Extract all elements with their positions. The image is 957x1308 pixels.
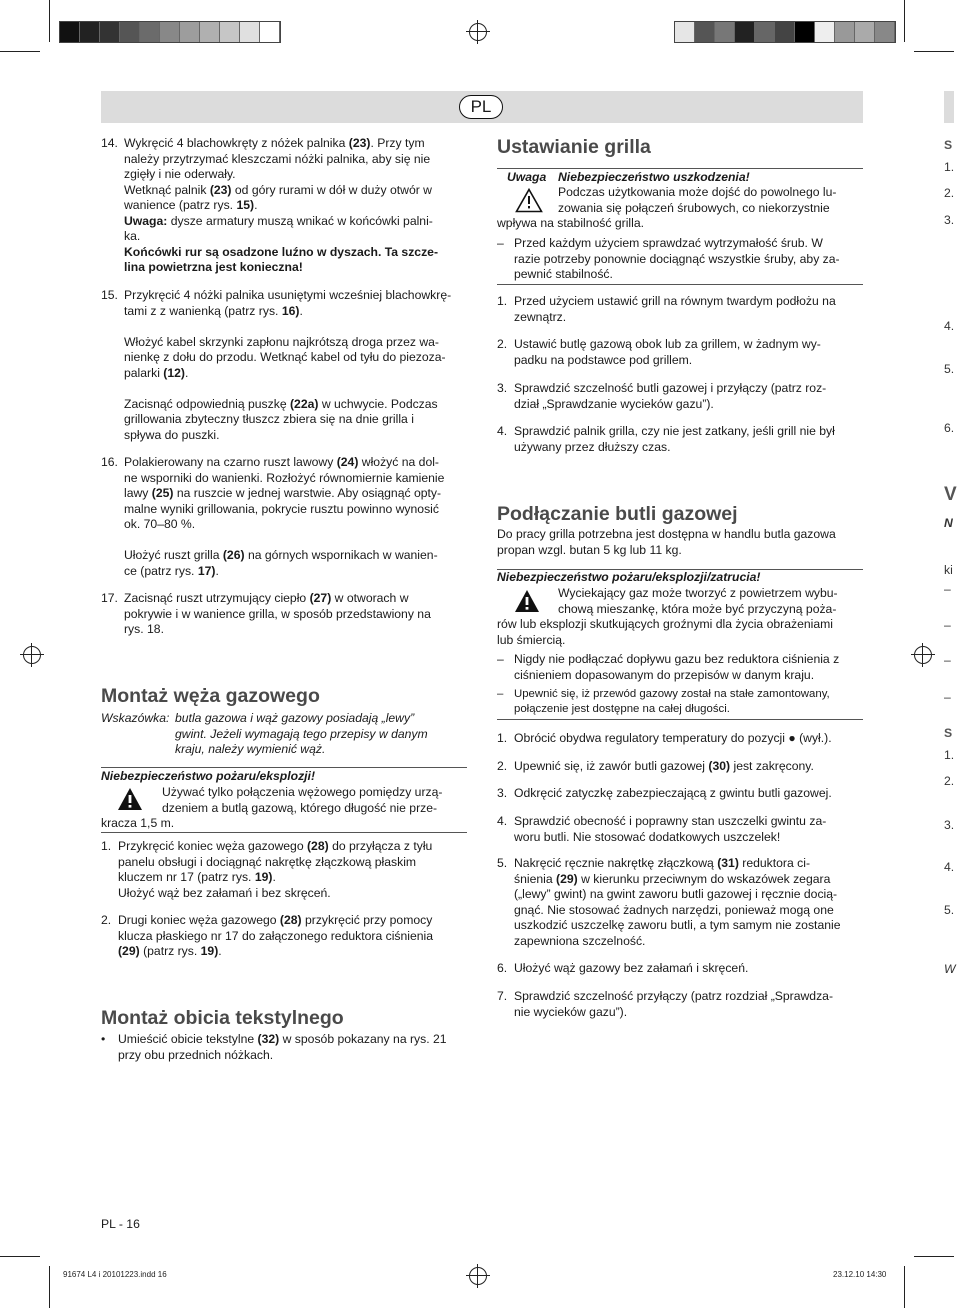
warning-text-fire: Używać tylko połączenia wężowego pomiędzy urzą- dzeniem a butlą gazową, którego długość nie prze- kracza 1,5 m. (101, 785, 443, 830)
part-reference: (32) (257, 1032, 280, 1046)
crop-mark (49, 0, 50, 42)
part-reference: 19) (200, 944, 219, 958)
part-reference: (26) (222, 548, 245, 562)
divider (497, 719, 863, 720)
part-reference: (23) (348, 136, 371, 150)
color-swatch-bar-left (59, 21, 281, 43)
part-reference: (29) (556, 871, 578, 886)
registration-mark-icon (469, 23, 487, 41)
crop-mark (914, 1256, 954, 1257)
crop-mark (0, 1256, 40, 1257)
section-title-cover: Montaż obicia tekstylnego (101, 1007, 344, 1029)
part-reference: (28) (279, 913, 302, 927)
part-reference: (23) (209, 182, 232, 197)
divider (497, 284, 863, 285)
warning-title-fire: Niebezpieczeństwo pożaru/eksplozji! (101, 769, 316, 783)
crop-mark (0, 51, 40, 52)
page-number: PL - 16 (101, 1217, 140, 1231)
part-reference: 15) (236, 198, 255, 212)
crop-mark (914, 51, 954, 52)
part-reference: (31) (717, 856, 739, 870)
part-reference: 17) (197, 563, 216, 578)
connect-intro: Do pracy grilla potrzebna jest dostępna w handlu butla gazowa propan wzgl. butan 5 kg lub 11 kg. (497, 527, 836, 557)
warning-title-fire-poison: Niebezpieczeństwo pożaru/eksplozji/zatrucia! (497, 570, 761, 584)
part-reference: (28) (307, 839, 329, 853)
part-reference: (12) (163, 365, 185, 380)
crop-mark (904, 1266, 905, 1308)
part-reference: (27) (309, 591, 332, 605)
header-band-next-page (944, 91, 954, 123)
part-reference: (24) (336, 455, 359, 469)
divider (101, 767, 467, 768)
part-reference: (22a) (289, 396, 319, 411)
section-title-setup: Ustawianie grilla (497, 136, 651, 158)
part-reference: (29) (118, 944, 140, 958)
part-reference: 19) (254, 870, 273, 884)
part-reference: 16) (281, 303, 300, 318)
crop-mark (904, 0, 905, 42)
connect-warning-text: Wyciekający gaz może tworzyć z powietrzem wybu- chową mieszankę, która może być przyczyną poża- rów lub eksplozji skutkujących groźnymi dla życia obrażeniami lub śmiercią. (497, 586, 838, 647)
divider (101, 832, 467, 833)
setup-warning-text: Podczas użytkowania może dojść do powolnego lu- zowania się połączeń śrubowych, co niekorzystnie wpływa na stabilność grilla. (497, 185, 837, 230)
footer-date-slug: 23.12.10 14:30 (833, 1270, 887, 1279)
registration-mark-icon (23, 646, 41, 664)
language-badge: PL (459, 95, 503, 119)
part-reference: (25) (151, 486, 174, 500)
registration-mark-icon (914, 646, 932, 664)
footer-file-slug: 91674 L4 i 20101223.indd 16 (63, 1270, 167, 1279)
part-reference: Uwaga: (124, 213, 168, 228)
crop-mark (49, 1266, 50, 1308)
color-swatch-bar-right (674, 21, 896, 43)
section-title-connect: Podłączanie butli gazowej (497, 503, 738, 525)
section-title-hose: Montaż węża gazowego (101, 685, 320, 707)
divider (497, 168, 863, 169)
registration-mark-icon (469, 1267, 487, 1285)
part-reference: (30) (708, 759, 731, 773)
